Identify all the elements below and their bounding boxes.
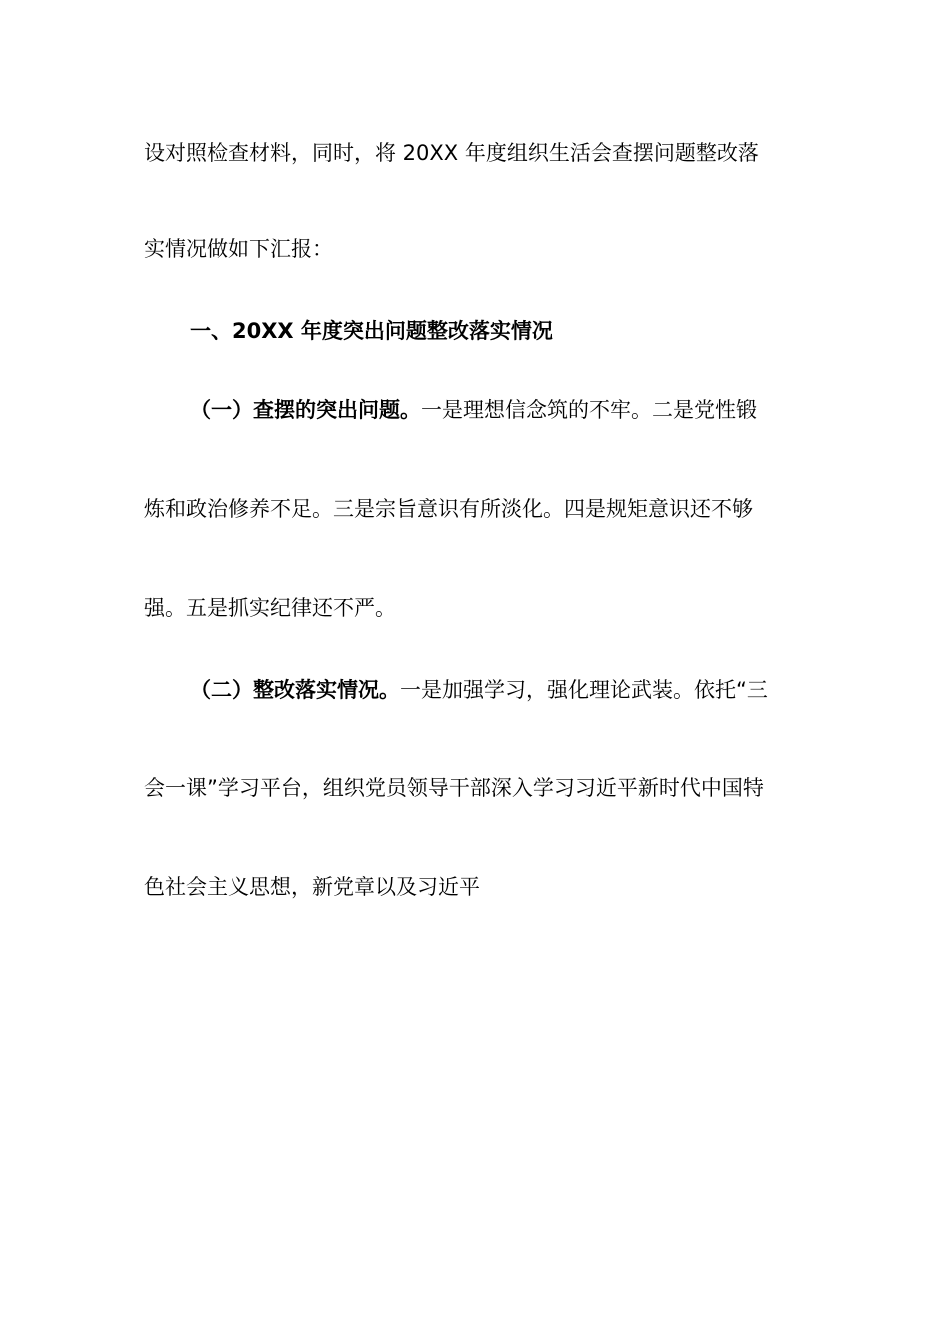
paragraph-text: 一是加强学习，强化理论武装。依托“三 [400, 678, 768, 702]
paragraph-line [190, 676, 768, 704]
paragraph-text: 一是理想信念筑的不牢。二是党性锻 [421, 398, 757, 422]
paragraph-line: 实情况做如下汇报： [144, 237, 333, 261]
paragraph-line: 炼和政治修养不足。三是宗旨意识有所淡化。四是规矩意识还不够 [144, 497, 753, 521]
subsection-heading: （一）查摆的突出问题。 [190, 398, 421, 422]
paragraph-line: 设对照检查材料，同时，将 20XX 年度组织生活会查摆问题整改落 [144, 141, 759, 165]
section-heading: 一、20XX 年度突出问题整改落实情况 [190, 319, 553, 343]
subsection-heading: （二）整改落实情况。 [190, 678, 400, 702]
paragraph-line: 强。五是抓实纪律还不严。 [144, 596, 396, 620]
paragraph-line [190, 396, 757, 424]
paragraph-line: 会一课”学习平台，组织党员领导干部深入学习习近平新时代中国特 [144, 776, 764, 800]
paragraph-line: 色社会主义思想，新党章以及习近平 [144, 875, 480, 899]
